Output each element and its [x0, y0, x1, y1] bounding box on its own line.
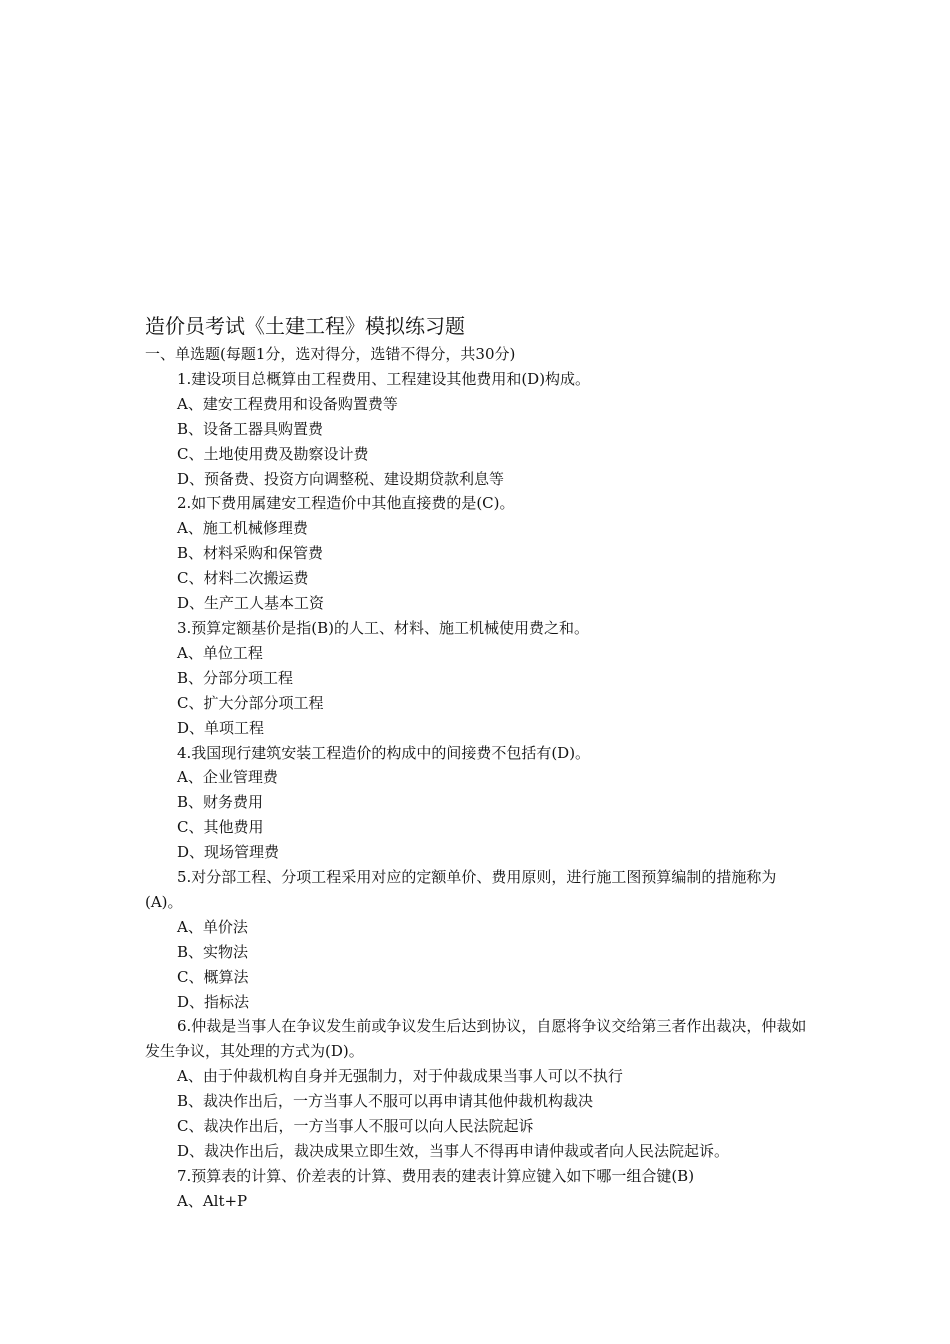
option-b: B、材料采购和保管费 — [177, 544, 324, 563]
option-d: D、裁决作出后，裁决成果立即生效，当事人不得再申请仲裁或者向人民法院起诉。 — [177, 1142, 730, 1160]
option-b: B、裁决作出后，一方当事人不服可以再申请其他仲裁机构裁决 — [177, 1092, 594, 1111]
option-b: B、实物法 — [177, 942, 249, 961]
option-d: D、生产工人基本工资 — [177, 594, 325, 613]
question-text: 7.预算表的计算、价差表的计算、费用表的建表计算应键入如下哪一组合键(B) — [177, 1166, 695, 1185]
question-2 — [145, 491, 810, 616]
question-7 — [145, 1164, 810, 1214]
option-a: A、单位工程 — [177, 643, 263, 662]
option-c: C、裁决作出后，一方当事人不服可以向人民法院起诉 — [177, 1117, 534, 1136]
document-content — [145, 312, 810, 1214]
document-title: 造价员考试《土建工程》模拟练习题 — [145, 314, 465, 338]
question-text: 6.仲裁是当事人在争议发生前或争议发生后达到协议，自愿将争议交给第三者作出裁决，仲裁如发生争议，其处理的方式为(D)。 — [145, 1017, 807, 1061]
option-a: A、施工机械修理费 — [177, 519, 308, 538]
question-text: 3.预算定额基价是指(B)的人工、材料、施工机械使用费之和。 — [177, 618, 590, 637]
option-c: C、概算法 — [177, 967, 249, 986]
question-4 — [145, 741, 810, 866]
option-c: C、土地使用费及勘察设计费 — [177, 444, 369, 463]
option-b: B、分部分项工程 — [177, 668, 294, 687]
question-text: 4.我国现行建筑安装工程造价的构成中的间接费不包括有(D)。 — [177, 743, 591, 762]
question-text: 2.如下费用属建安工程造价中其他直接费的是(C)。 — [177, 494, 515, 513]
option-a: A、建安工程费用和设备购置费等 — [177, 394, 398, 413]
section-heading: 一、单选题(每题1分，选对得分，选错不得分，共30分) — [145, 345, 516, 363]
option-d: D、现场管理费 — [177, 843, 280, 862]
option-b: B、设备工器具购置费 — [177, 419, 324, 438]
option-a: A、由于仲裁机构自身并无强制力，对于仲裁成果当事人可以不执行 — [177, 1067, 623, 1086]
question-text: 1.建设项目总概算由工程费用、工程建设其他费用和(D)构成。 — [177, 369, 591, 388]
option-b: B、财务费用 — [177, 793, 264, 812]
option-a: A、企业管理费 — [177, 768, 278, 787]
question-5 — [145, 865, 810, 1014]
question-6 — [145, 1014, 810, 1163]
option-c: C、材料二次搬运费 — [177, 569, 309, 588]
option-d: D、预备费、投资方向调整税、建设期贷款利息等 — [177, 469, 505, 488]
question-text: 5.对分部工程、分项工程采用对应的定额单价、费用原则，进行施工图预算编制的措施称为(A)。 — [145, 868, 777, 911]
option-a: A、Alt+P — [177, 1191, 248, 1210]
option-c: C、扩大分部分项工程 — [177, 693, 324, 712]
option-a: A、单价法 — [177, 917, 248, 936]
option-d: D、单项工程 — [177, 718, 265, 737]
option-d: D、指标法 — [177, 992, 250, 1011]
option-c: C、其他费用 — [177, 818, 264, 837]
question-3 — [145, 616, 810, 741]
question-1 — [145, 367, 810, 492]
